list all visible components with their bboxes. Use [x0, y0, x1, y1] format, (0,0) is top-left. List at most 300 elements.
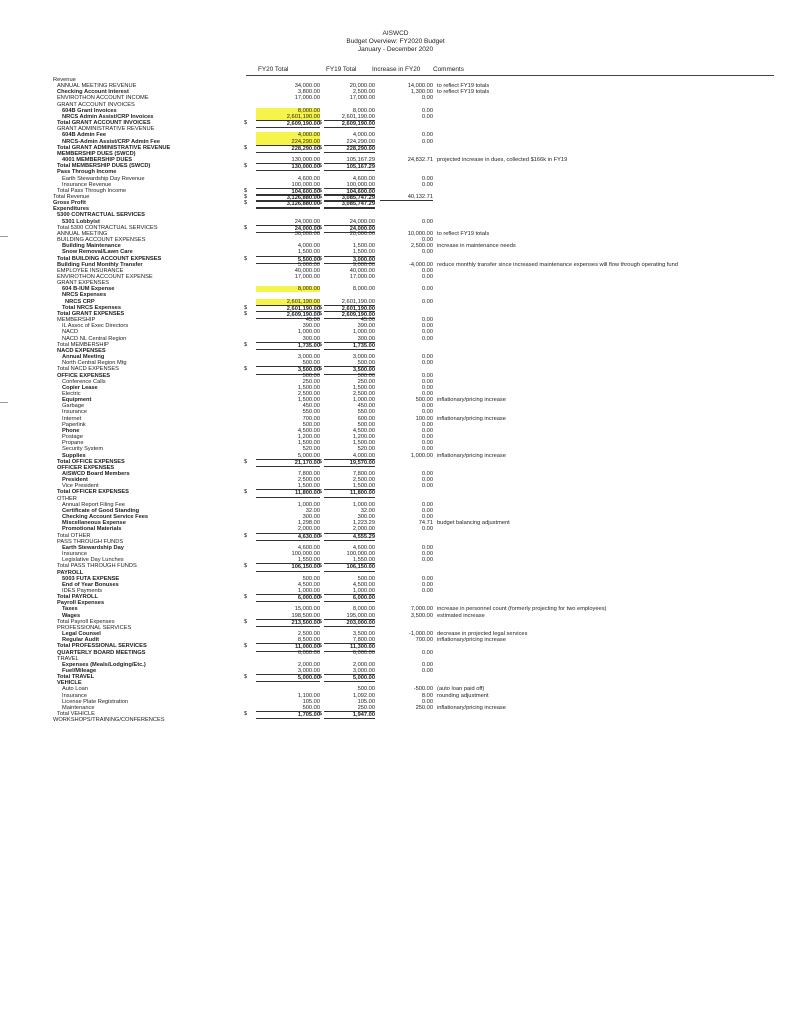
fy19-amount: 3,500.00 — [324, 366, 375, 374]
line-item-label: GRANT ADMINISTRATIVE REVENUE — [57, 126, 155, 133]
increase-amount: 0.00 — [421, 507, 433, 514]
fy20-amount: 104,600.00 — [256, 188, 320, 196]
fy20-amount: 32.00 — [305, 507, 320, 514]
line-item-label: Total PAYROLL — [57, 594, 98, 601]
line-item-label: Expenditures — [53, 206, 90, 213]
line-item-label: Auto Loan — [62, 686, 88, 693]
fy19-column-header: FY19 Total — [326, 66, 357, 73]
currency-symbol: $ — [244, 163, 248, 170]
fy19-amount: 4,000.00 — [352, 132, 375, 139]
line-item-label: Total Payroll Expenses — [57, 618, 115, 625]
line-item-label: Pass Through Income — [57, 169, 117, 176]
increase-amount: 0.00 — [421, 514, 433, 521]
fy19-amount: 195,000.00 — [346, 612, 375, 619]
line-item-label: Total MEMBERSHIP — [57, 341, 109, 348]
fy19-amount: 4,600.00 — [352, 175, 375, 182]
increase-amount: 250.00 — [415, 704, 433, 711]
fy20-amount: 1,000.00 — [297, 587, 320, 594]
fy20-amount: 6,000.00 — [256, 594, 320, 602]
currency-symbol: $ — [244, 458, 248, 465]
increase-amount: 0.00 — [421, 587, 433, 594]
increase-amount: 40,132.71 — [380, 194, 433, 201]
row-comment: inflationary/pricing increase — [437, 397, 506, 404]
fy20-amount: 450.00 — [302, 403, 320, 410]
increase-amount: 0.00 — [421, 181, 433, 188]
line-item-label: MEMBERSHIP DUES (SWCD) — [57, 150, 136, 157]
line-item-label: GRANT EXPENSES — [57, 280, 110, 287]
fy20-amount: 1,000.00 — [297, 329, 320, 336]
line-item-label: BUILDING ACCOUNT EXPENSES — [57, 237, 146, 244]
line-item-label: 5300 CONTRACTUAL SERVICES — [57, 212, 145, 219]
currency-symbol: $ — [244, 255, 248, 262]
fy19-amount: 600.00 — [357, 415, 375, 422]
fy20-amount: 15,000.00 — [294, 606, 320, 613]
fy20-amount: 106,150.00 — [256, 563, 320, 571]
fy19-amount: 105,167.29 — [346, 157, 375, 164]
fy20-amount: 1,500.00 — [297, 440, 320, 447]
currency-symbol: $ — [319, 200, 323, 207]
comments-column-header: Comments — [433, 66, 464, 73]
fy20-amount: 4,600.00 — [297, 175, 320, 182]
fy20-amount: 130,000.00 — [291, 157, 320, 164]
line-item-label: Phone — [62, 427, 80, 434]
fy20-amount: 1,500.00 — [297, 397, 320, 404]
increase-amount: 1,300.00 — [410, 89, 433, 96]
fy20-amount: 3,000.00 — [297, 668, 320, 674]
fy20-amount: 1,500.00 — [297, 483, 320, 490]
increase-amount: 0.00 — [421, 360, 433, 367]
currency-symbol: $ — [319, 532, 323, 539]
fy20-amount: 100,000.00 — [291, 181, 320, 188]
fy19-amount: 24,000.00 — [324, 225, 375, 233]
fy20-amount: 17,000.00 — [294, 95, 320, 102]
line-item-label: Checking Account Service Fees — [62, 514, 149, 521]
currency-symbol: $ — [244, 563, 248, 570]
increase-amount: 0.00 — [421, 237, 433, 244]
fy19-amount: 1,500.00 — [352, 483, 375, 490]
fy20-amount: 3,000.00 — [297, 354, 320, 361]
line-item-label: Total 5300 CONTRACTUAL SERVICES — [57, 224, 158, 231]
fy19-amount: 6,000.00 — [324, 594, 375, 602]
fy19-amount: 105,167.29 — [324, 163, 375, 171]
fy20-amount: 5,000.00 — [256, 674, 320, 682]
increase-amount: 0.00 — [421, 668, 433, 674]
fy19-amount: 20,000.00 — [349, 83, 375, 90]
fy19-amount: 500.00 — [357, 421, 375, 428]
line-item-label: WORKSHOPS/TRAINING/CONFERENCES — [53, 717, 165, 724]
fy20-amount: 520.00 — [302, 446, 320, 453]
increase-amount: 0.00 — [421, 501, 433, 508]
ledger-row — [0, 717, 791, 723]
fy19-amount: 2,601,190.00 — [341, 113, 375, 120]
fy19-amount: 1,500.00 — [352, 440, 375, 447]
fy20-amount: 3,126,880.00 — [256, 194, 320, 202]
fy20-amount: 228,290.00 — [256, 145, 320, 153]
row-comment: decrease in projected legal services — [437, 631, 528, 638]
line-item-label: President — [62, 477, 88, 484]
fy20-amount: 1,735.00 — [256, 342, 320, 350]
currency-symbol: $ — [319, 193, 323, 200]
line-item-label: 604B Grant Invoices — [62, 107, 117, 114]
line-item-label: Postage — [62, 434, 83, 441]
fy20-amount: 2,601,190.00 — [256, 299, 320, 305]
fy20-amount: 5,000.00 — [297, 452, 320, 459]
increase-amount: 0.00 — [421, 477, 433, 484]
line-item-label: Earth Stewardship Day — [62, 544, 124, 551]
line-item-label: Total NRCS Expenses — [62, 304, 121, 311]
line-item-label: License Plate Registration — [62, 698, 129, 705]
fy20-amount: 1,550.00 — [297, 557, 320, 564]
fy20-amount: 4,000.00 — [297, 243, 320, 250]
currency-symbol: $ — [244, 120, 248, 127]
row-comment: estimated increase — [437, 612, 485, 619]
fy20-amount: 17,000.00 — [294, 274, 320, 280]
line-item-label: Annual Report Filing Fee — [62, 501, 125, 508]
fy20-amount: 2,000.00 — [297, 526, 320, 533]
fy19-amount: 4,500.00 — [352, 427, 375, 434]
fy19-amount: 3,085,747.29 — [324, 200, 375, 209]
increase-amount: 0.00 — [421, 372, 433, 379]
fy20-amount: 500.00 — [302, 360, 320, 367]
line-item-label: IDES Payments — [62, 587, 103, 594]
currency-symbol: $ — [319, 618, 323, 625]
increase-amount: 0.00 — [421, 421, 433, 428]
increase-amount: 3,500.00 — [410, 612, 433, 619]
fy19-amount: 450.00 — [357, 403, 375, 410]
fy19-amount: 6,000.00 — [352, 649, 375, 656]
currency-symbol: $ — [244, 674, 248, 681]
fy20-amount: 34,000.00 — [294, 83, 320, 90]
row-comment: inflationary/pricing increase — [437, 637, 506, 644]
fy20-amount: 7,800.00 — [297, 471, 320, 477]
line-item-label: Gross Profit — [53, 200, 86, 207]
fy20-amount: 198,500.00 — [291, 612, 320, 619]
increase-amount: 0.00 — [421, 409, 433, 416]
fy20-amount: 11,000.00 — [256, 643, 320, 651]
row-comment: to reflect FY19 totals — [437, 89, 490, 96]
line-item-label: Insurance Revenue — [62, 181, 112, 188]
increase-amount: 7,000.00 — [410, 606, 433, 613]
line-item-label: Garbage — [62, 403, 85, 410]
line-item-label: Taxes — [62, 606, 78, 613]
fy20-amount: 6,000.00 — [297, 649, 320, 656]
line-item-label: Promotional Materials — [62, 526, 122, 533]
line-item-label: OFFICER EXPENSES — [57, 464, 115, 471]
line-item-label: Total PASS THROUGH FUNDS — [57, 563, 137, 570]
line-item-label: 4001 MEMBERSHIP DUES — [62, 157, 133, 164]
increase-amount: 0.00 — [421, 107, 433, 114]
fy20-amount: 500.00 — [302, 575, 320, 582]
fy20-amount: 500.00 — [302, 421, 320, 428]
fy19-amount: 500.00 — [357, 360, 375, 367]
line-item-label: Wages — [62, 612, 81, 619]
fy20-amount: 30,000.00 — [294, 230, 320, 237]
fy20-amount: 24,000.00 — [256, 225, 320, 233]
column-header-row — [0, 66, 791, 75]
fy19-amount: 32.00 — [360, 507, 375, 514]
fy19-amount: 40,000.00 — [349, 267, 375, 274]
line-item-label: NACD EXPENSES — [57, 347, 106, 354]
line-item-label: Internet — [62, 415, 82, 422]
line-item-label: Total MEMBERSHIP DUES (SWCD) — [57, 163, 151, 170]
fy20-amount: 224,290.00 — [256, 139, 320, 145]
line-item-label: Total VEHICLE — [57, 711, 95, 718]
fy19-amount: 2,601,190.00 — [341, 298, 375, 305]
currency-symbol: $ — [319, 458, 323, 465]
fy20-amount: 1,298.00 — [297, 520, 320, 527]
report-title: Budget Overview: FY2020 Budget — [346, 38, 445, 45]
increase-amount: 0.00 — [421, 434, 433, 441]
fy20-amount: 4,600.00 — [297, 544, 320, 551]
line-item-label: Expenses (Meals/Lodging/Etc.) — [62, 661, 146, 668]
line-item-label: Earth Stewardship Day Revenue — [62, 175, 145, 182]
line-item-label: Vice President — [62, 483, 99, 490]
line-item-label: Total TRAVEL — [57, 674, 95, 681]
line-item-label: Security System — [62, 446, 104, 453]
fy19-amount: 106,150.00 — [324, 563, 375, 571]
increase-amount: 0.00 — [421, 95, 433, 102]
currency-symbol: $ — [319, 489, 323, 496]
line-item-label: Legal Counsel — [62, 631, 101, 638]
fy20-amount: 4,000.00 — [256, 132, 320, 138]
fy19-amount: 1,550.00 — [352, 557, 375, 564]
fy19-amount: 11,800.00 — [324, 489, 375, 497]
increase-amount: -4,000.00 — [408, 261, 433, 268]
currency-symbol: $ — [244, 224, 248, 231]
line-item-label: Total OTHER — [57, 532, 91, 539]
report-period: January - December 2020 — [357, 46, 434, 53]
currency-symbol: $ — [319, 366, 323, 373]
fy20-amount: 8,000.00 — [256, 108, 320, 114]
fy19-amount: 500.00 — [357, 575, 375, 582]
increase-amount: 74.71 — [418, 520, 433, 527]
increase-amount: 8.00 — [421, 692, 433, 699]
line-item-label: Regular Audit — [62, 637, 100, 644]
increase-amount: 0.00 — [421, 581, 433, 588]
line-item-label: NRCS Admin Assist/CRP Invoices — [62, 113, 154, 120]
increase-amount: 0.00 — [421, 661, 433, 668]
line-item-label: ENVIROTHON ACCOUNT EXPENSE — [57, 274, 153, 280]
line-item-label: OTHER — [57, 495, 77, 502]
increase-amount: 0.00 — [421, 317, 433, 324]
line-item-label: VEHICLE — [57, 680, 82, 687]
fy20-amount: 2,500.00 — [297, 390, 320, 397]
org-name: AISWCD — [382, 30, 409, 37]
currency-symbol: $ — [244, 304, 248, 311]
currency-symbol: $ — [244, 711, 248, 718]
fy20-amount: 4,500.00 — [297, 581, 320, 588]
line-item-label: Payroll Expenses — [57, 600, 105, 607]
currency-symbol: $ — [244, 532, 248, 539]
line-item-label: Total NACD EXPENSES — [57, 366, 119, 373]
increase-amount: 0.00 — [421, 175, 433, 182]
fy20-amount: 213,500.00 — [256, 619, 320, 627]
row-comment: reduce monthly transfer since increased maintenance expenses will flow through operating fund — [437, 261, 678, 268]
fy20-amount: 5,000.00 — [297, 261, 320, 268]
line-item-label: Fuel/Mileage — [62, 668, 97, 674]
fy19-amount: 17,000.00 — [349, 95, 375, 102]
increase-amount: 0.00 — [421, 390, 433, 397]
fy19-amount: 4,500.00 — [352, 581, 375, 588]
increase-amount: 500.00 — [415, 397, 433, 404]
fy20-amount: 1,500.00 — [297, 249, 320, 256]
currency-symbol: $ — [244, 594, 248, 601]
line-item-label: Maintenance — [62, 704, 95, 711]
currency-symbol: $ — [244, 310, 248, 317]
line-item-label: AISWCD Board Members — [62, 471, 130, 477]
increase-amount: 0.00 — [421, 483, 433, 490]
row-comment: increase in maintenance needs — [437, 243, 516, 250]
currency-symbol: $ — [319, 711, 323, 718]
fy20-amount: 5,500.00 — [256, 256, 320, 264]
currency-symbol: $ — [244, 643, 248, 650]
increase-amount: 0.00 — [421, 557, 433, 564]
row-comment: inflationary/pricing increase — [437, 452, 506, 459]
line-item-label: Propane — [62, 440, 84, 447]
fy19-amount: 19,570.00 — [324, 459, 375, 467]
fy19-amount: 250.00 — [357, 704, 375, 711]
row-comment: inflationary/pricing increase — [437, 415, 506, 422]
line-item-label: Legislative Day Lunches — [62, 557, 124, 564]
fy19-amount: 9,000.00 — [352, 261, 375, 268]
line-item-label: NRCS-Admin Assist/CRP Admin Fee — [62, 138, 161, 145]
fy19-amount: 1,000.00 — [352, 501, 375, 508]
fy19-amount: 8,000.00 — [352, 606, 375, 613]
currency-symbol: $ — [319, 304, 323, 311]
fy20-amount: 1,100.00 — [297, 692, 320, 699]
fy19-amount: 2,601,190.00 — [324, 305, 375, 312]
fy19-amount: 3,000.00 — [352, 668, 375, 674]
line-item-label: IL Assoc of Exec Directors — [62, 323, 129, 330]
fy19-amount: 7,800.00 — [352, 637, 375, 644]
fy19-amount: 45.00 — [360, 317, 375, 324]
fy20-amount: 4,500.00 — [297, 427, 320, 434]
line-item-label: PROFESSIONAL SERVICES — [57, 624, 132, 631]
line-item-label: Total Revenue — [53, 193, 90, 200]
fy20-amount: 2,500.00 — [297, 631, 320, 638]
fy19-amount: 2,609,190.00 — [324, 120, 375, 128]
increase-amount: 1,000.00 — [410, 452, 433, 459]
currency-symbol: $ — [244, 144, 248, 151]
line-item-label: End of Year Bonuses — [62, 581, 119, 588]
fy20-amount: 500.00 — [302, 372, 320, 379]
increase-amount: 2,500.00 — [410, 243, 433, 250]
increase-amount: 0.00 — [421, 698, 433, 705]
line-item-label: 5003 FUTA EXPENSE — [62, 575, 120, 582]
row-comment: to reflect FY19 totals — [437, 83, 490, 90]
increase-amount: 100.00 — [415, 415, 433, 422]
fy20-amount: 11,800.00 — [256, 489, 320, 497]
row-comment: inflationary/pricing increase — [437, 704, 506, 711]
row-comment: projected increase in dues, collected $166k in FY19 — [437, 157, 568, 164]
fy19-amount: 1,000.00 — [352, 329, 375, 336]
increase-amount: 0.00 — [421, 249, 433, 256]
increase-amount: 0.00 — [421, 544, 433, 551]
line-item-label: MEMBERSHIP — [57, 317, 96, 324]
increase-amount: 0.00 — [421, 471, 433, 477]
fy19-amount: 224,290.00 — [346, 138, 375, 145]
fy19-amount: 500.00 — [357, 686, 375, 693]
fy19-amount: 1,000.00 — [352, 587, 375, 594]
line-item-label: Paperlink — [62, 421, 86, 428]
fy20-amount: 1,500.00 — [297, 384, 320, 391]
fy19-amount: 1,500.00 — [352, 243, 375, 250]
increase-amount: 0.00 — [421, 440, 433, 447]
line-item-label: Total GRANT EXPENSES — [57, 310, 125, 317]
line-item-label: Insurance — [62, 692, 87, 699]
row-comment: (auto loan paid off) — [437, 686, 485, 693]
fy19-amount: 4,555.29 — [324, 533, 375, 541]
currency-symbol: $ — [319, 594, 323, 601]
fy20-amount: 105.00 — [302, 698, 320, 705]
line-item-label: ENVIROTHON ACCOUNT INCOME — [57, 95, 149, 102]
fy20-amount: 300.00 — [302, 514, 320, 521]
line-item-label: Total OFFICE EXPENSES — [57, 458, 125, 465]
currency-symbol: $ — [244, 187, 248, 194]
increase-amount: 0.00 — [421, 113, 433, 120]
fy19-amount: 8,000.00 — [352, 286, 375, 293]
line-item-label: Equipment — [62, 397, 92, 404]
line-item-label: NRCS Expenses — [62, 292, 107, 299]
fy19-amount: 3,000.00 — [352, 354, 375, 361]
currency-symbol: $ — [244, 618, 248, 625]
fy19-amount: 17,000.00 — [349, 274, 375, 280]
fy19-amount: 11,300.00 — [324, 643, 375, 651]
increase-amount: 0.00 — [421, 335, 433, 342]
currency-symbol: $ — [319, 341, 323, 348]
increase-amount: 0.00 — [421, 274, 433, 280]
fy19-amount: 1,735.00 — [324, 342, 375, 350]
fy20-amount: 3,500.00 — [256, 366, 320, 374]
fy19-amount: 2,000.00 — [352, 526, 375, 533]
fy19-amount: 8,000.00 — [352, 107, 375, 114]
fy20-amount: 8,000.00 — [256, 286, 320, 292]
fy20-amount: 2,500.00 — [297, 477, 320, 484]
fy20-amount: 40,000.00 — [294, 267, 320, 274]
increase-amount: -500.00 — [413, 686, 433, 693]
increase-amount: 0.00 — [421, 427, 433, 434]
currency-symbol: $ — [319, 563, 323, 570]
line-item-label: NACD — [62, 329, 79, 336]
fy19-amount: 105.00 — [357, 698, 375, 705]
increase-amount: 0.00 — [421, 138, 433, 145]
line-item-label: Certificate of Good Standing — [62, 507, 140, 514]
currency-symbol: $ — [244, 341, 248, 348]
budget-ledger — [0, 77, 791, 723]
line-item-label: Annual Meeting — [62, 354, 105, 361]
fy19-amount: 100,000.00 — [346, 181, 375, 188]
row-comment: to reflect FY19 totals — [437, 230, 490, 237]
fy19-amount: 100,000.00 — [346, 551, 375, 558]
fy20-amount: 24,000.00 — [294, 218, 320, 225]
increase-amount: 0.00 — [421, 132, 433, 139]
fy19-amount: 104,600.00 — [324, 188, 375, 196]
increase-amount: 24,832.71 — [407, 157, 433, 164]
fy19-amount: 2,500.00 — [352, 390, 375, 397]
fy19-amount: 1,500.00 — [352, 384, 375, 391]
fy20-amount: 3,126,880.00 — [256, 200, 320, 209]
fy19-amount: 1,947.00 — [324, 711, 375, 719]
line-item-label: QUARTERLY BOARD MEETINGS — [57, 649, 146, 656]
fy20-amount: 8,500.00 — [297, 637, 320, 644]
increase-amount: 0.00 — [421, 384, 433, 391]
increase-column-header: Increase in FY20 — [372, 66, 421, 73]
fy19-amount: 2,500.00 — [352, 477, 375, 484]
fy20-amount: 550.00 — [302, 409, 320, 416]
line-item-label: North Central Region Mtg — [62, 360, 127, 367]
line-item-label: OFFICE EXPENSES — [57, 372, 111, 379]
fy19-amount: 520.00 — [357, 446, 375, 453]
